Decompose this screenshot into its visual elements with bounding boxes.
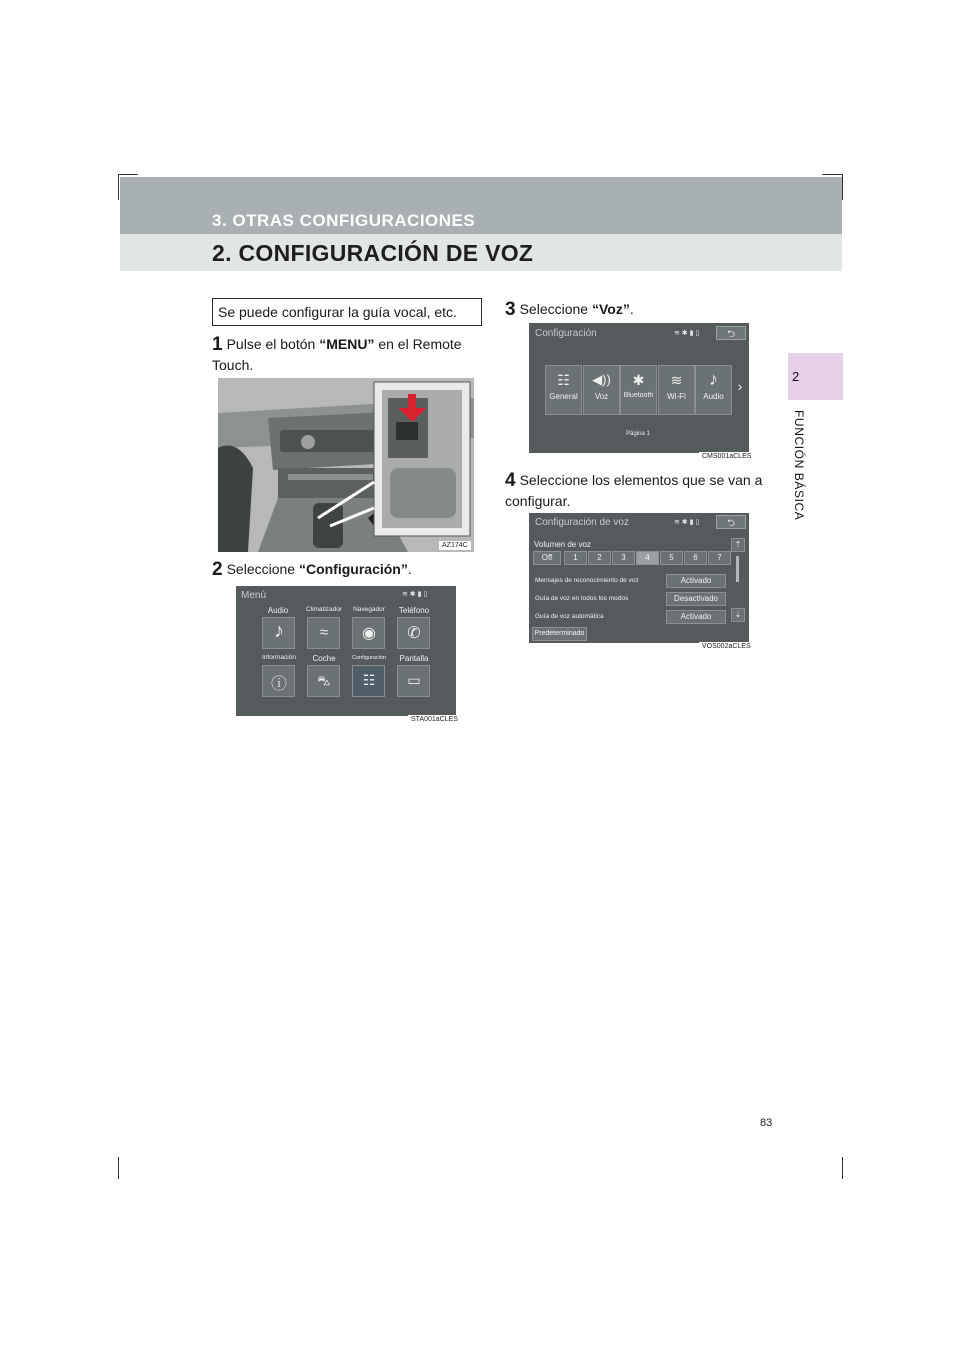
row-label: Mensajes de reconocimiento de voz <box>535 577 639 584</box>
crop-mark <box>118 174 119 200</box>
row-value-button[interactable]: Activado <box>666 610 726 624</box>
next-page-arrow-icon[interactable]: › <box>737 378 743 394</box>
figure-code: CMS001aCLES <box>699 452 754 461</box>
crop-mark <box>118 1157 119 1179</box>
default-button[interactable]: Predeterminado <box>532 627 587 641</box>
info-icon: ⓘ <box>270 676 287 693</box>
chapter-tab-label-text: FUNCIÓN BÁSICA <box>792 410 806 521</box>
volume-option-1[interactable]: 1 <box>564 551 587 565</box>
menu-climatizador-button[interactable] <box>307 617 340 649</box>
tile-label: Bluetooth <box>623 392 654 399</box>
menu-pantalla-button[interactable] <box>397 665 430 697</box>
step-text: Seleccione los elementos que se van a configurar. <box>505 472 763 509</box>
menu-label-navegador: Navegador <box>353 606 385 613</box>
volume-option-4[interactable]: 4 <box>636 551 659 565</box>
scroll-up-icon: ⇡ <box>734 540 742 549</box>
voice-screen-title: Configuración de voz <box>535 517 629 528</box>
config-voz-tile[interactable] <box>583 365 620 415</box>
chapter-tab-number: 2 <box>792 369 800 384</box>
config-audio-tile[interactable] <box>695 365 732 415</box>
step-keyword: “Voz” <box>591 301 630 317</box>
menu-label-coche: Coche <box>312 654 336 663</box>
volume-option-5[interactable]: 5 <box>660 551 683 565</box>
row-value-button[interactable]: Activado <box>666 574 726 588</box>
scroll-down-icon: ⇣ <box>734 610 742 619</box>
tile-label: Voz <box>594 392 609 401</box>
step-number: 3 <box>505 299 516 320</box>
step-text: Seleccione <box>226 561 299 577</box>
step-keyword: “Configuración” <box>298 561 408 577</box>
section-title: 3. OTRAS CONFIGURACIONES <box>212 211 476 230</box>
menu-configuracion-button[interactable] <box>352 665 385 697</box>
back-button[interactable] <box>716 326 746 340</box>
crop-mark <box>822 174 842 175</box>
back-button[interactable] <box>716 515 746 529</box>
config-general-tile[interactable] <box>545 365 582 415</box>
menu-audio-button[interactable] <box>262 617 295 649</box>
back-arrow-icon: ⮌ <box>726 518 735 529</box>
menu-navegador-button[interactable] <box>352 617 385 649</box>
row-label: Guía de voz en todos los modos <box>535 595 629 602</box>
crop-mark <box>842 1157 843 1179</box>
climate-icon: ≈ <box>319 624 329 641</box>
tile-label: General <box>549 392 578 401</box>
tile-label: Audio <box>703 392 724 401</box>
volume-label: Volumen de voz <box>534 540 591 549</box>
menu-coche-button[interactable] <box>307 665 340 697</box>
step-keyword: “MENU” <box>319 336 375 352</box>
display-icon: ▭ <box>407 672 421 688</box>
step-1 <box>212 334 482 375</box>
step-text: Pulse el botón <box>226 336 320 352</box>
compass-icon: ◉ <box>362 625 376 642</box>
dashboard-illustration <box>218 378 474 552</box>
settings-icon: ☷ <box>362 672 376 688</box>
step-text: . <box>629 301 634 317</box>
figure-code: STA001aCLES <box>408 715 461 724</box>
crop-mark <box>842 174 843 200</box>
car-icon: ⛍ <box>317 673 331 688</box>
scrollbar[interactable] <box>736 556 739 582</box>
menu-label-climatizador: Climatizador <box>305 606 343 613</box>
volume-option-2[interactable]: 2 <box>588 551 611 565</box>
crop-mark <box>118 174 138 175</box>
menu-telefono-button[interactable] <box>397 617 430 649</box>
step-text: en el Remote Touch. <box>212 336 462 373</box>
step-4 <box>505 470 780 511</box>
menu-screen-title: Menú <box>241 590 267 601</box>
chapter-title: 2. CONFIGURACIÓN DE VOZ <box>212 240 534 266</box>
config-wifi-tile[interactable] <box>658 365 695 415</box>
step-2 <box>212 559 482 580</box>
row-label: Guía de voz automática <box>535 613 604 620</box>
figure-code: AZ174C <box>439 541 471 550</box>
status-icons: ≋ ✱ ▮ ▯ <box>674 330 700 337</box>
step-number: 4 <box>505 470 516 491</box>
volume-option-3[interactable]: 3 <box>612 551 635 565</box>
voice-setting-row[interactable] <box>530 610 730 625</box>
scroll-up-button[interactable] <box>731 538 745 552</box>
step-3 <box>505 299 775 320</box>
step-number: 2 <box>212 559 223 580</box>
figure-code: VOS002aCLES <box>699 642 754 651</box>
menu-label-audio: Audio <box>267 606 289 615</box>
voice-setting-row[interactable] <box>530 574 730 589</box>
music-note-icon: ♪ <box>709 369 718 389</box>
step-text: Seleccione <box>519 301 592 317</box>
page-number: 83 <box>760 1117 773 1129</box>
chapter-tab-label <box>788 410 808 530</box>
step-number: 1 <box>212 334 223 355</box>
row-value-button[interactable]: Desactivado <box>666 592 726 606</box>
page-indicator: Página 1 <box>626 431 650 437</box>
volume-option-6[interactable]: 6 <box>684 551 707 565</box>
volume-option-7[interactable]: 7 <box>708 551 731 565</box>
menu-label-configuracion: Configuración <box>352 655 386 661</box>
phone-icon: ✆ <box>407 625 421 642</box>
settings-icon: ☷ <box>557 372 570 388</box>
speaker-icon: ◀)) <box>592 372 611 387</box>
menu-label-pantalla: Pantalla <box>399 654 429 663</box>
voice-setting-row[interactable] <box>530 592 730 607</box>
menu-label-telefono: Teléfono <box>398 606 430 615</box>
wifi-icon: ≋ <box>670 372 683 388</box>
dashboard-photo <box>218 378 474 552</box>
step-text: . <box>407 561 412 577</box>
status-icons: ≋ ✱ ▮ ▯ <box>674 519 700 526</box>
scroll-down-button[interactable] <box>731 608 745 622</box>
bluetooth-icon: ✱ <box>632 372 645 388</box>
volume-option-off[interactable]: Off <box>533 551 561 565</box>
intro-box: Se puede configurar la guía vocal, etc. <box>212 298 482 326</box>
config-screen-title: Configuración <box>535 328 597 339</box>
menu-label-informacion: Información <box>262 654 296 661</box>
back-arrow-icon: ⮌ <box>726 329 735 340</box>
status-icons: ≋ ✱ ▮ ▯ <box>402 591 428 598</box>
menu-informacion-button[interactable] <box>262 665 295 697</box>
tile-label: Wi-Fi <box>667 392 686 401</box>
music-note-icon: ♪ <box>274 620 284 642</box>
config-bluetooth-tile[interactable] <box>620 365 657 415</box>
